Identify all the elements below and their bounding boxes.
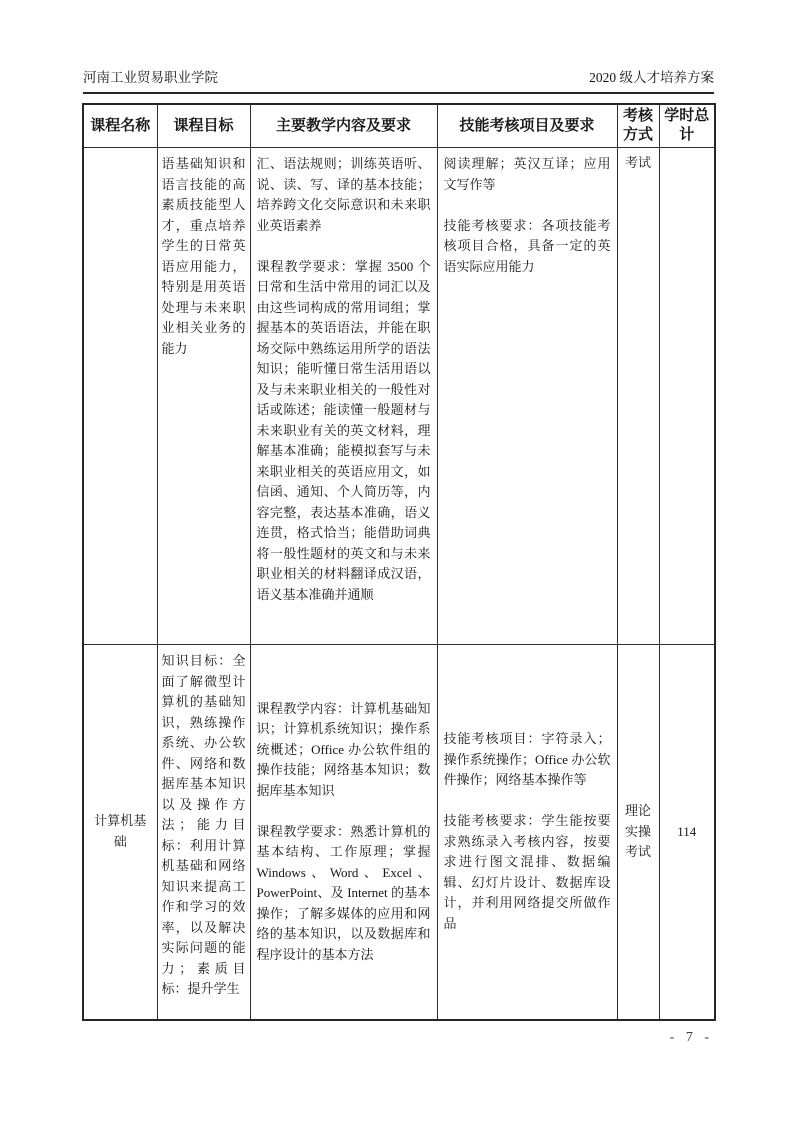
cell-exam-method-row1: 考试	[617, 148, 659, 645]
table-header-row	[83, 104, 715, 148]
cell-skill-assessment-row1	[437, 148, 617, 645]
column-header-course-objectives: 课程目标	[157, 104, 250, 148]
assessment-paragraph-2-row2: 技能考核要求：学生能按要求熟练录入考核内容，按要求进行图文混排、数据编辑、幻灯片设计、数据库设计，并利用网络提交所做作品	[443, 813, 611, 931]
header-document-title: 2020 级人才培养方案	[589, 70, 714, 85]
column-header-total-hours: 学时总计	[659, 104, 715, 148]
cell-teaching-content-row2	[250, 645, 437, 1020]
column-header-course-name: 课程名称	[83, 104, 157, 148]
teaching-content-paragraph-1-row1: 汇、语法规则；训练英语听、说、读、写、译的基本技能；培养跨文化交际意识和未来职业英语素养	[256, 156, 431, 233]
assessment-paragraph-1-row1: 阅读理解；英汉互译；应用文写作等	[443, 156, 611, 192]
column-header-teaching-content: 主要教学内容及要求	[250, 104, 437, 148]
table-row-computer-basics-course	[83, 645, 715, 1020]
cell-course-name-row1	[83, 148, 157, 645]
cell-objectives-row2	[157, 645, 250, 1020]
objectives-text-row1: 语基础知识和语言技能的高素质技能型人才，重点培养学生的日常英语应用能力，特别是用英语处理与未来职业相关业务的能力	[161, 156, 246, 356]
cell-course-name-row2: 计算机基础	[83, 645, 157, 1020]
column-header-skill-assessment: 技能考核项目及要求	[437, 104, 617, 148]
cell-exam-method-row2: 理论实操考试	[617, 645, 659, 1020]
cell-teaching-content-row1	[250, 148, 437, 645]
cell-total-hours-row1	[659, 148, 715, 645]
teaching-content-paragraph-2-row2: 课程教学要求：熟悉计算机的基本结构、工作原理；掌握 Windows、Word、Excel、PowerPoint、及 Internet 的基本操作；了解多媒体的应用和网络的基本知识，以及数据库和程序设计的基本方法	[256, 823, 431, 962]
teaching-content-paragraph-1-row2: 课程教学内容：计算机基础知识；计算机系统知识；操作系统概述；Office 办公软件组的操作技能；网络基本知识；数据库基本知识	[256, 700, 431, 798]
teaching-content-paragraph-2-row1: 课程教学要求：掌握 3500 个日常和生活中常用的词汇以及由这些词构成的常用词组；掌握基本的英语语法，并能在职场交际中熟练运用所学的语法知识；能听懂日常生活用语以及与未来职业相关的一般性对话或陈述；能读懂一般题材与未来职业有关的英文材料，理解基本准确；能模拟套写与未来职业相关的英语应用文，如信函、通知、个人简历等，内容完整，表达基本准确，语义连贯，格式恰当；能借助词典将一般性题材的英文和与未来职业相关的材料翻译成汉语，语义基本准确并通顺	[256, 258, 431, 602]
assessment-paragraph-2-row1: 技能考核要求：各项技能考核项目合格，具备一定的英语实际应用能力	[443, 217, 611, 274]
cell-total-hours-row2: 114	[659, 645, 715, 1020]
column-header-exam-method: 考核方式	[617, 104, 659, 148]
header-school-name: 河南工业贸易职业学院	[83, 70, 218, 85]
assessment-paragraph-1-row2: 技能考核项目：字符录入；操作系统操作；Office 办公软件操作；网络基本操作等	[443, 731, 611, 788]
course-table	[82, 103, 716, 1021]
objectives-text-row2: 知识目标：全面了解微型计算机的基础知识，熟练操作系统、办公软件、网络和数据库基本知识以及操作方法；能力目标：利用计算机基础和网络知识来提高工作和学习的效率，以及解决实际问题的能力；素质目标：提升学生	[161, 653, 246, 996]
cell-objectives-row1	[157, 148, 250, 645]
page-number: - 7 -	[669, 1030, 713, 1045]
table-row-english-course	[83, 148, 715, 645]
cell-skill-assessment-row2	[437, 645, 617, 1020]
page-header	[83, 66, 714, 94]
